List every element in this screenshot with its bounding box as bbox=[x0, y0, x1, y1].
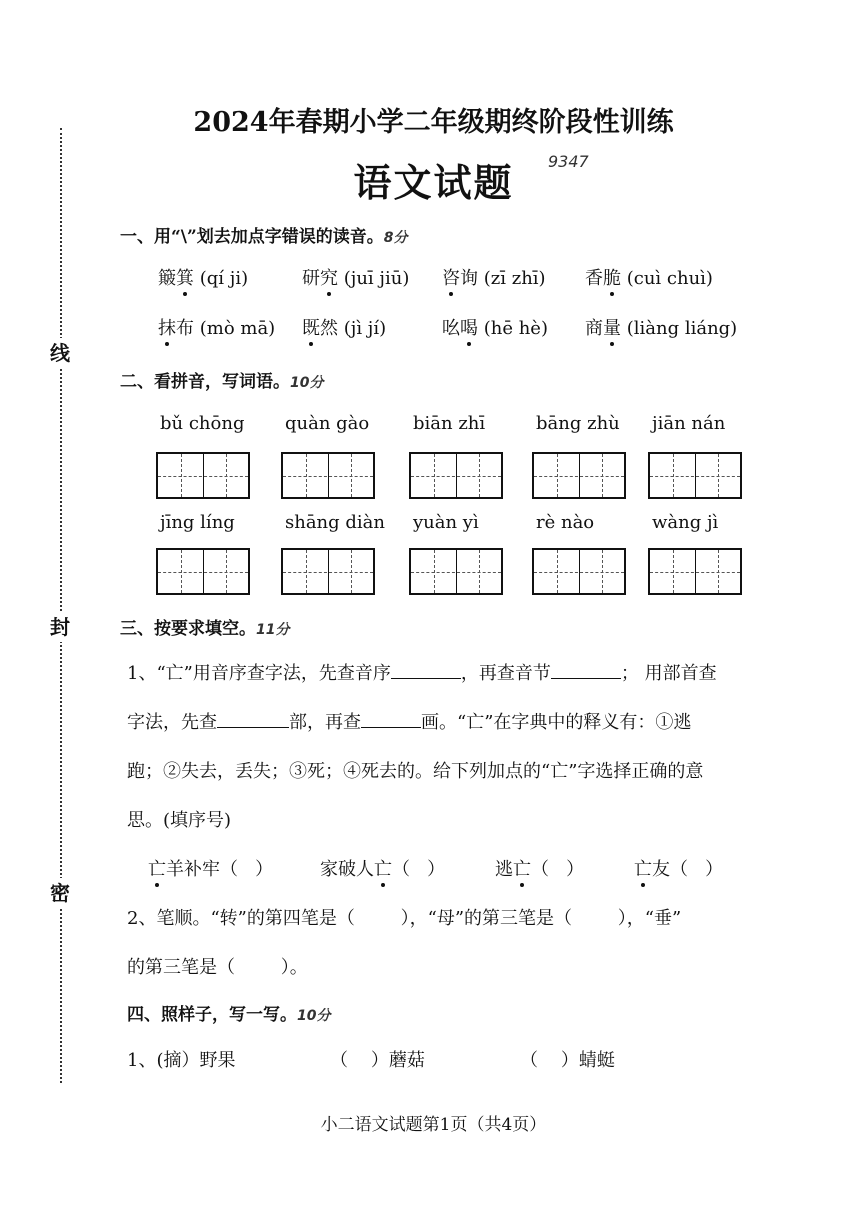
section2-heading bbox=[120, 367, 323, 392]
pronunciation-item[interactable] bbox=[158, 314, 275, 340]
pinyin-options: (zī zhī) bbox=[478, 268, 546, 289]
section4-heading bbox=[127, 1000, 330, 1025]
q1-line2 bbox=[127, 708, 691, 734]
meaning-choice[interactable] bbox=[495, 855, 584, 881]
word-char: 香 bbox=[585, 268, 603, 289]
choice-suffix: （ ） bbox=[392, 859, 446, 880]
q1-line2-c: 画。“亡”在字典中的释义有：①逃 bbox=[421, 712, 692, 733]
pinyin-options: (hē hè) bbox=[478, 318, 548, 339]
q1-line3: 跑；②失去，丢失；③死；④死去的。给下列加点的“亡”字选择正确的意 bbox=[127, 761, 704, 782]
writing-grid[interactable] bbox=[156, 548, 250, 595]
grid-line bbox=[534, 572, 624, 573]
writing-grid[interactable] bbox=[532, 452, 626, 499]
word-char: 然 bbox=[320, 318, 338, 339]
dotted-char: 究 bbox=[320, 268, 338, 289]
dotted-char: 亡 bbox=[148, 859, 166, 880]
q2-line1: 2、笔顺。“转”的第四笔是（ ），“母”的第三笔是（ ），“垂” bbox=[127, 908, 682, 929]
dotted-char: 箕 bbox=[176, 268, 194, 289]
word-char: 布 bbox=[176, 318, 194, 339]
q1-line1-c: ； 用部首查 bbox=[620, 663, 717, 684]
pinyin-label: bǔ chōng bbox=[160, 413, 245, 434]
pronunciation-item[interactable] bbox=[442, 264, 546, 290]
blank-bushou[interactable] bbox=[217, 727, 289, 728]
section2-score: 10分 bbox=[290, 375, 324, 391]
grid-line bbox=[534, 476, 624, 477]
writing-grid[interactable] bbox=[648, 452, 742, 499]
pinyin-options: (juī jiū) bbox=[338, 268, 410, 289]
pinyin-label: jīng líng bbox=[160, 512, 235, 533]
writing-grid[interactable] bbox=[409, 452, 503, 499]
subject-title: 语文试题 bbox=[353, 160, 514, 205]
grid-line bbox=[650, 572, 740, 573]
choice-suffix: 友（ ） bbox=[652, 859, 724, 880]
pinyin-label: yuàn yì bbox=[413, 512, 479, 533]
choice-prefix: 家破人 bbox=[320, 859, 374, 880]
q1-line1 bbox=[127, 659, 717, 685]
dotted-char: 既 bbox=[302, 318, 320, 339]
q4-item-a: 1、(摘）野果 bbox=[127, 1050, 236, 1071]
q1-line1-b: ，再查音节 bbox=[460, 663, 551, 684]
meaning-choice[interactable] bbox=[148, 855, 273, 881]
q2-line2: 的第三笔是（ ）。 bbox=[127, 957, 308, 978]
section1-heading bbox=[120, 222, 408, 247]
pinyin-options: (cuì chuì) bbox=[621, 268, 713, 289]
page-footer: 小二语文试题第1页（共4页） bbox=[320, 1115, 547, 1135]
writing-grid[interactable] bbox=[156, 452, 250, 499]
word-char: 研 bbox=[302, 268, 320, 289]
binding-dotted-line bbox=[60, 128, 62, 1083]
pinyin-options: (mò mā) bbox=[194, 318, 276, 339]
writing-grid[interactable] bbox=[409, 548, 503, 595]
choice-prefix: 逃 bbox=[495, 859, 513, 880]
dotted-char: 脆 bbox=[603, 268, 621, 289]
pronunciation-item[interactable] bbox=[158, 264, 248, 290]
pinyin-label: jiān nán bbox=[652, 413, 726, 434]
q1-line1-a: 1、“亡”用音序查字法，先查音序 bbox=[127, 663, 391, 684]
grid-line bbox=[650, 476, 740, 477]
q4-item-b: （ ）蘑菇 bbox=[330, 1050, 425, 1071]
pinyin-options: (qí ji) bbox=[194, 268, 249, 289]
section3-heading bbox=[120, 614, 289, 639]
handwritten-code: 9347 bbox=[548, 152, 589, 171]
pronunciation-item[interactable] bbox=[302, 264, 409, 290]
choice-suffix: 羊补牢（ ） bbox=[166, 859, 274, 880]
writing-grid[interactable] bbox=[281, 548, 375, 595]
section3-score: 11分 bbox=[256, 622, 290, 638]
grid-line bbox=[283, 572, 373, 573]
word-char: 询 bbox=[460, 268, 478, 289]
dotted-char: 喝 bbox=[460, 318, 478, 339]
dotted-char: 亡 bbox=[374, 859, 392, 880]
exam-title: 2024年春期小学二年级期终阶段性训练 bbox=[193, 107, 674, 138]
blank-yinxu[interactable] bbox=[391, 678, 461, 679]
pinyin-options: (liàng liáng) bbox=[621, 318, 738, 339]
grid-line bbox=[158, 572, 248, 573]
q1-line2-b: 部，再查 bbox=[289, 712, 361, 733]
section4-score: 10分 bbox=[297, 1008, 331, 1024]
pronunciation-item[interactable] bbox=[585, 264, 713, 290]
dotted-char: 抹 bbox=[158, 318, 176, 339]
section2-heading-text: 二、看拼音，写词语。 bbox=[120, 372, 290, 392]
binding-char-xian: 线 bbox=[46, 338, 74, 368]
pronunciation-item[interactable] bbox=[442, 314, 548, 340]
section1-score: 8分 bbox=[383, 230, 408, 246]
pinyin-label: biān zhī bbox=[413, 413, 486, 434]
grid-line bbox=[411, 572, 501, 573]
section3-heading-text: 三、按要求填空。 bbox=[120, 619, 256, 639]
dotted-char: 亡 bbox=[634, 859, 652, 880]
pronunciation-item[interactable] bbox=[585, 314, 737, 340]
writing-grid[interactable] bbox=[532, 548, 626, 595]
word-char: 吆 bbox=[442, 318, 460, 339]
grid-line bbox=[158, 476, 248, 477]
q1-line2-a: 字法，先查 bbox=[127, 712, 217, 733]
binding-char-feng: 封 bbox=[46, 612, 74, 642]
meaning-choice[interactable] bbox=[634, 855, 723, 881]
pinyin-label: bāng zhù bbox=[536, 413, 620, 434]
meaning-choice[interactable] bbox=[320, 855, 445, 881]
dotted-char: 亡 bbox=[513, 859, 531, 880]
pinyin-label: quàn gào bbox=[285, 413, 370, 434]
grid-line bbox=[283, 476, 373, 477]
binding-char-mi: 密 bbox=[46, 878, 74, 908]
grid-line bbox=[411, 476, 501, 477]
pinyin-label: wàng jì bbox=[652, 512, 719, 533]
word-char: 簸 bbox=[158, 268, 176, 289]
pinyin-options: (jì jí) bbox=[338, 318, 387, 339]
pronunciation-item[interactable] bbox=[302, 314, 386, 340]
q1-line4: 思。(填序号) bbox=[127, 810, 232, 831]
blank-huashu[interactable] bbox=[361, 727, 421, 728]
writing-grid[interactable] bbox=[648, 548, 742, 595]
word-char: 商 bbox=[585, 318, 603, 339]
dotted-char: 量 bbox=[603, 318, 621, 339]
q4-item-c: （ ）蜻蜓 bbox=[520, 1050, 615, 1071]
pinyin-label: rè nào bbox=[536, 512, 595, 533]
section1-heading-text: 一、用“\”划去加点字错误的读音。 bbox=[120, 227, 384, 247]
choice-suffix: （ ） bbox=[531, 859, 585, 880]
writing-grid[interactable] bbox=[281, 452, 375, 499]
section4-heading-text: 四、照样子，写一写。 bbox=[127, 1005, 297, 1025]
pinyin-label: shāng diàn bbox=[285, 512, 386, 533]
dotted-char: 咨 bbox=[442, 268, 460, 289]
blank-yinjie[interactable] bbox=[551, 678, 621, 679]
